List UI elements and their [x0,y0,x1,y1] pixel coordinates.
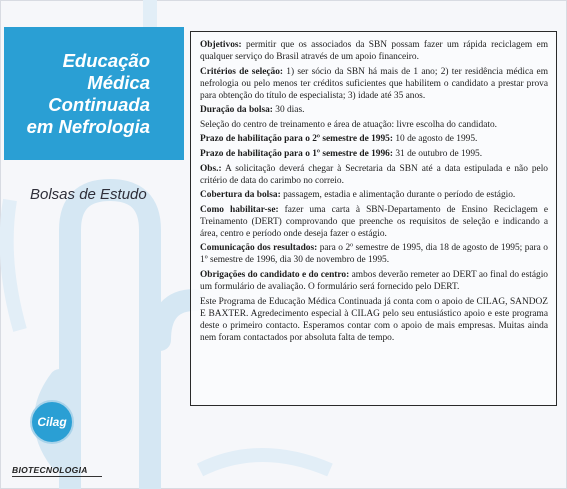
paragraph-results [200,242,548,266]
paragraph-objectives [200,39,548,63]
title-line-1: Educação [62,49,150,71]
subtitle: Bolsas de Estudo [30,186,147,203]
paragraph-label: Prazo de habilitação para o 2º semestre de 1995: [200,134,393,145]
paragraph-text: permitir que os associados da SBN possam fazer um rápida reciclagem em qualquer serviço do Brasil através de um apoio financeiro. [200,40,548,62]
paragraph-center-selection [200,119,548,131]
paragraph-label: Duração da bolsa: [200,105,273,116]
title-block [4,27,184,160]
paragraph-label: Prazo de habilitação para o 1º semestre de 1996: [200,148,393,159]
paragraph-text: 10 de agosto de 1995. [393,134,478,145]
company-underline [12,476,102,477]
paragraph-obligations [200,269,548,293]
paragraph-text: para o 2º semestre de 1995, dia 18 de agosto de 1995; para o 1º semestre de 1996, dia 30 de novembro de 1995. [200,243,548,266]
paragraph-notes [200,163,548,187]
paragraph-duration [200,104,548,116]
content-box [190,31,557,406]
paragraph-label: Objetivos: [200,40,242,50]
company-name: BIOTECNOLOGIA [12,465,88,475]
paragraph-how-to-apply [200,204,548,240]
logo-text: Cilag [37,415,67,429]
paragraph-text: 30 dias. [272,105,305,116]
title-line-2: Médica [87,71,150,93]
paragraph-coverage [200,189,548,201]
paragraph-label: Comunicação dos resultados: [200,243,318,254]
paragraph-text: Seleção do centro de treinamento e área de atuação: livre escolha do candidato. [200,119,497,130]
paragraph-text: A solicitação deverá chegar à Secretaria da SBN até a data estipulada e não pelo critério de data do carimbo no correio. [200,163,548,186]
title-line-3: Continuada [48,93,150,115]
paragraph-label: Obs.: [200,163,222,174]
paragraph-text: fazer uma carta à SBN-Departamento de Ensino Reciclagem e Treinamento (DERT) comprovando que preenche os requisitos de seleção e indicando a área, centro e período onde deseja fazer o estágio. [200,204,549,239]
paragraph-label: Critérios de seleção: [200,66,284,77]
paragraph-text: 1) ser sócio da SBN há mais de 1 ano; 2) ter residência médica em nefrologia ou pelo menos ter créditos suficientes que habilitem o candidato a prestar prova para obtenção do título de especialista; 3) idade até 35 anos. [200,66,548,101]
paragraph-text: passagem, estadia e alimentação durante o período de estágio. [280,190,516,201]
cilag-logo [30,400,74,444]
paragraph-text: ambos deverão remeter ao DERT ao final do estágio um formulário de avaliação. O formulário será fornecido pelo DERT. [200,269,548,292]
paragraph-label: Obrigações do candidato e do centro: [200,269,350,280]
paragraph-label: Cobertura da bolsa: [200,190,281,201]
paragraph-text: 31 de outubro de 1995. [393,148,483,159]
title-line-4: em Nefrologia [26,115,150,137]
paragraph-text: Este Programa de Educação Médica Continuada já conta com o apoio de CILAG, SANDOZ E BAXTER. Agredecimento especial à CILAG pelo seu entusiástico apoio e este programa deste o primeiro contacto. Esperamos contar com o apoio de mais empresas. Muitas ainda nem foram contactados por absoluta falta de tempo. [200,296,548,343]
paragraph-label: Como habilitar-se: [200,204,279,215]
paragraph-sponsors [200,296,548,344]
paragraph-deadline-1996 [200,148,548,160]
paragraph-selection-criteria [200,66,548,102]
paragraph-deadline-1995 [200,133,548,145]
